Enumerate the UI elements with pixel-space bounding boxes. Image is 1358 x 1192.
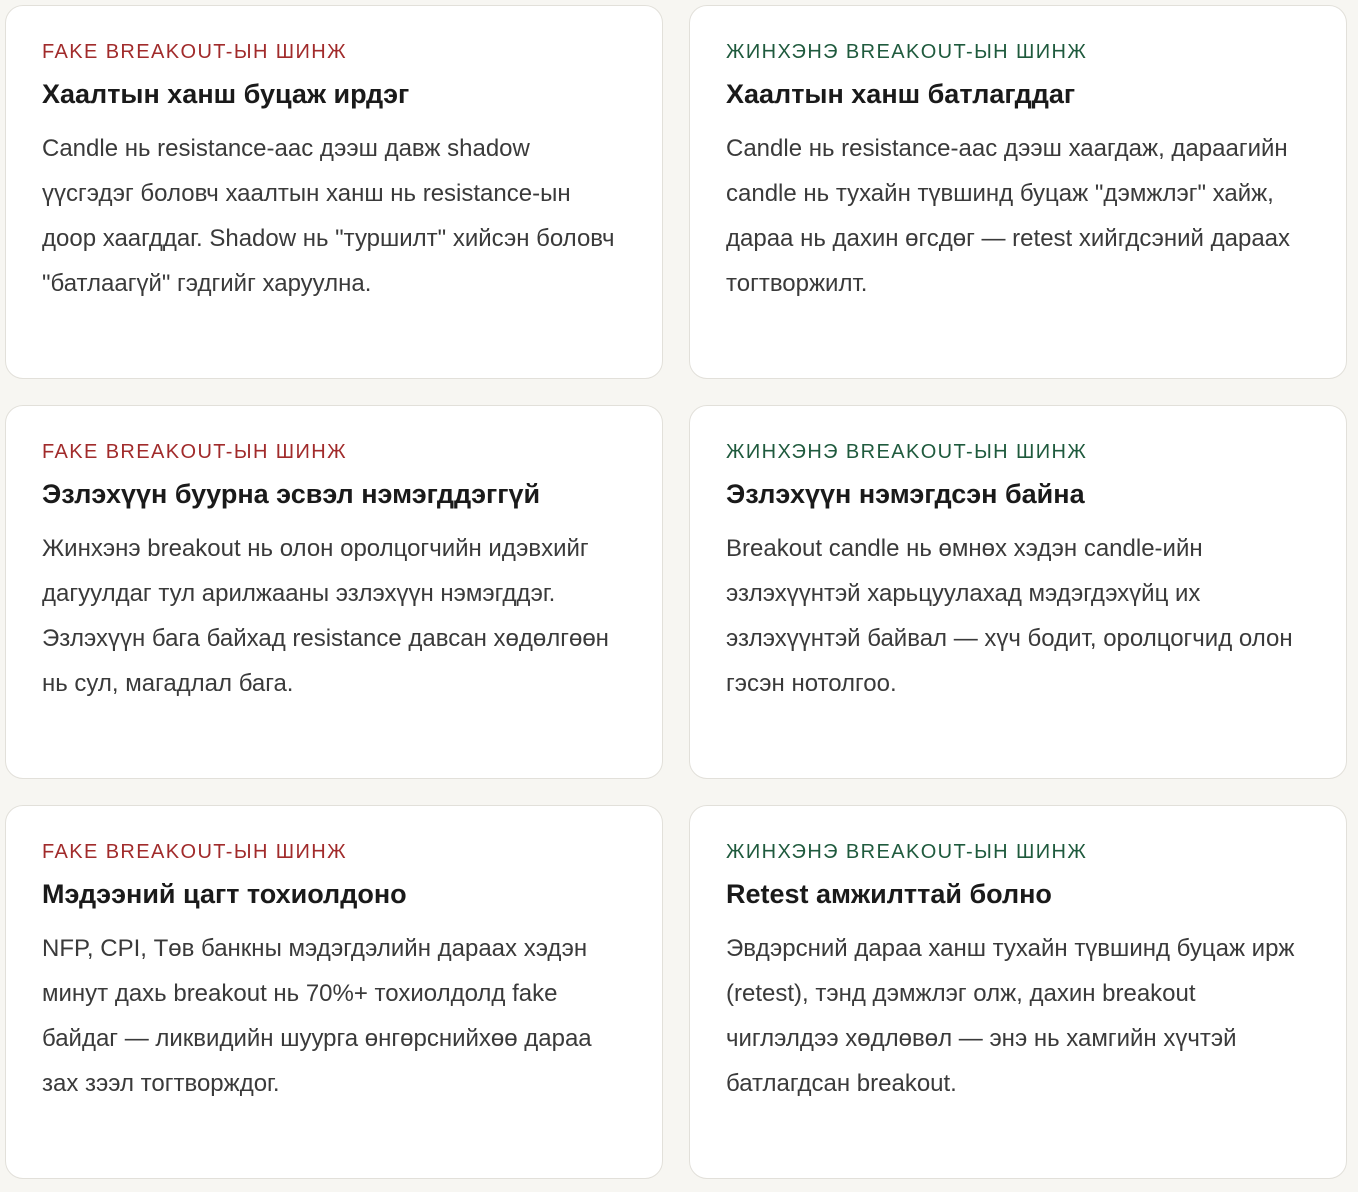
card-body: Candle нь resistance-аас дээш давж shadow үүсгэдэг боловч хаалтын ханш нь resistance-ын доор хаагддаг. Shadow нь "туршилт" хийсэн боловч "батлаагүй" гэдгийг харуулна. (42, 135, 615, 297)
card-title: Retest амжилттай болно (726, 879, 1052, 909)
card-title: Эзлэхүүн нэмэгдсэн байна (726, 479, 1085, 509)
card-body: Жинхэнэ breakout нь олон оролцогчийн идэвхийг дагуулдаг тул арилжааны эзлэхүүн нэмэгддэг. Эзлэхүүн бага байхад resistance давсан хөдөлгөөн нь сул, магадлал бага. (42, 535, 609, 697)
card-body: Эвдэрсний дараа ханш тухайн түвшинд буцаж ирж (retest), тэнд дэмжлэг олж, дахин breakout чиглэлдээ хөдлөвөл — энэ нь хамгийн хүчтэй батлагдсан breakout. (726, 935, 1295, 1097)
card-eyebrow: FAKE BREAKOUT-ЫН ШИНЖ (42, 841, 347, 863)
fake-breakout-card-volume (5, 405, 663, 779)
fake-breakout-card-news (5, 805, 663, 1179)
card-eyebrow: ЖИНХЭНЭ BREAKOUT-ЫН ШИНЖ (726, 41, 1088, 63)
real-breakout-card-retest (689, 805, 1347, 1179)
real-breakout-card-closing-price (689, 5, 1347, 379)
card-title: Эзлэхүүн буурна эсвэл нэмэгддэггүй (42, 479, 541, 509)
card-title: Мэдээний цагт тохиолдоно (42, 879, 407, 909)
card-eyebrow: FAKE BREAKOUT-ЫН ШИНЖ (42, 441, 347, 463)
card-body: NFP, CPI, Төв банкны мэдэгдэлийн дараах хэдэн минут дахь breakout нь 70%+ тохиолдолд fake байдаг — ликвидийн шуурга өнгөрснийхөө дараа зах зээл тогтворждог. (42, 935, 592, 1097)
card-eyebrow: FAKE BREAKOUT-ЫН ШИНЖ (42, 41, 347, 63)
card-body: Candle нь resistance-аас дээш хаагдаж, дараагийн candle нь тухайн түвшинд буцаж "дэмжлэг" хайж, дараа нь дахин өгсдөг — retest хийгдсэний дараах тогтворжилт. (726, 135, 1291, 297)
card-title: Хаалтын ханш батлагддаг (726, 79, 1076, 109)
card-body: Breakout candle нь өмнөх хэдэн candle-ийн эзлэхүүнтэй харьцуулахад мэдэгдэхүйц их эзлэхүүнтэй байвал — хүч бодит, оролцогчид олон гэсэн нотолгоо. (726, 535, 1293, 697)
fake-breakout-card-closing-price (5, 5, 663, 379)
card-eyebrow: ЖИНХЭНЭ BREAKOUT-ЫН ШИНЖ (726, 841, 1088, 863)
card-title: Хаалтын ханш буцаж ирдэг (42, 79, 410, 109)
card-eyebrow: ЖИНХЭНЭ BREAKOUT-ЫН ШИНЖ (726, 441, 1088, 463)
real-breakout-card-volume (689, 405, 1347, 779)
